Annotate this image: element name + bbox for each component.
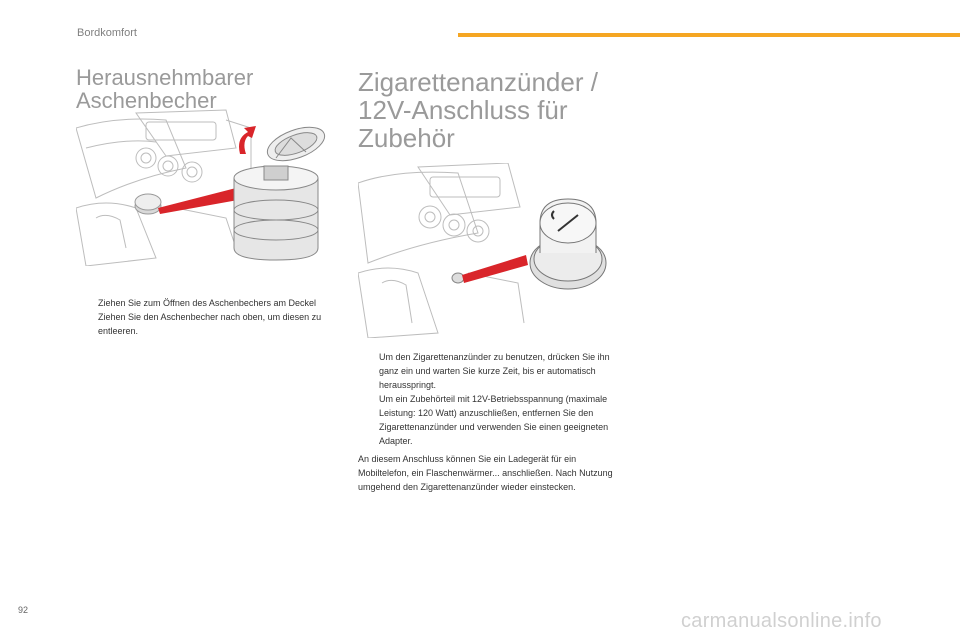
watermark: carmanualsonline.info	[681, 610, 882, 632]
lighter-heading-line3: Zubehör	[358, 123, 455, 153]
lighter-step-1: Um den Zigarettenanzünder zu benutzen, drücken Sie ihn ganz ein und warten Sie kurze Zeit, bis er automatisch herausspringt.	[379, 352, 610, 390]
lighter-heading-line2: 12V-Anschluss für	[358, 95, 568, 125]
lighter-illustration	[358, 163, 612, 338]
ashtray-step-2: Ziehen Sie den Aschenbecher nach oben, um diesen zu entleeren.	[98, 312, 322, 336]
header-accent-bar	[458, 33, 960, 37]
lighter-heading-line1: Zigarettenanzünder /	[358, 67, 598, 97]
lighter-note: An diesem Anschluss können Sie ein Ladegerät für ein Mobiltelefon, ein Flaschenwärmer... anschließen. Nach Nutzung umgehend den Zigarettenanzünder wieder einstecken.	[358, 454, 613, 492]
lighter-heading	[358, 68, 618, 152]
ashtray-instructions	[77, 296, 332, 338]
ashtray-heading-line1: Herausnehmbarer	[76, 65, 254, 90]
lighter-step-2: Um ein Zubehörteil mit 12V-Betriebsspannung (maximale Leistung: 120 Watt) anzuschließen, entfernen Sie den Zigarettenanzünder und verwenden Sie einen geeigneten Adapter.	[379, 394, 609, 446]
page-number: 92	[18, 605, 29, 615]
ashtray-step-1: Ziehen Sie zum Öffnen des Aschenbechers am Deckel	[98, 298, 316, 308]
section-label: Bordkomfort	[77, 27, 137, 39]
ashtray-illustration	[76, 108, 330, 266]
ashtray-heading	[76, 66, 336, 112]
ashtray-heading-line2: Aschenbecher	[76, 88, 217, 113]
lighter-instructions	[358, 350, 614, 448]
